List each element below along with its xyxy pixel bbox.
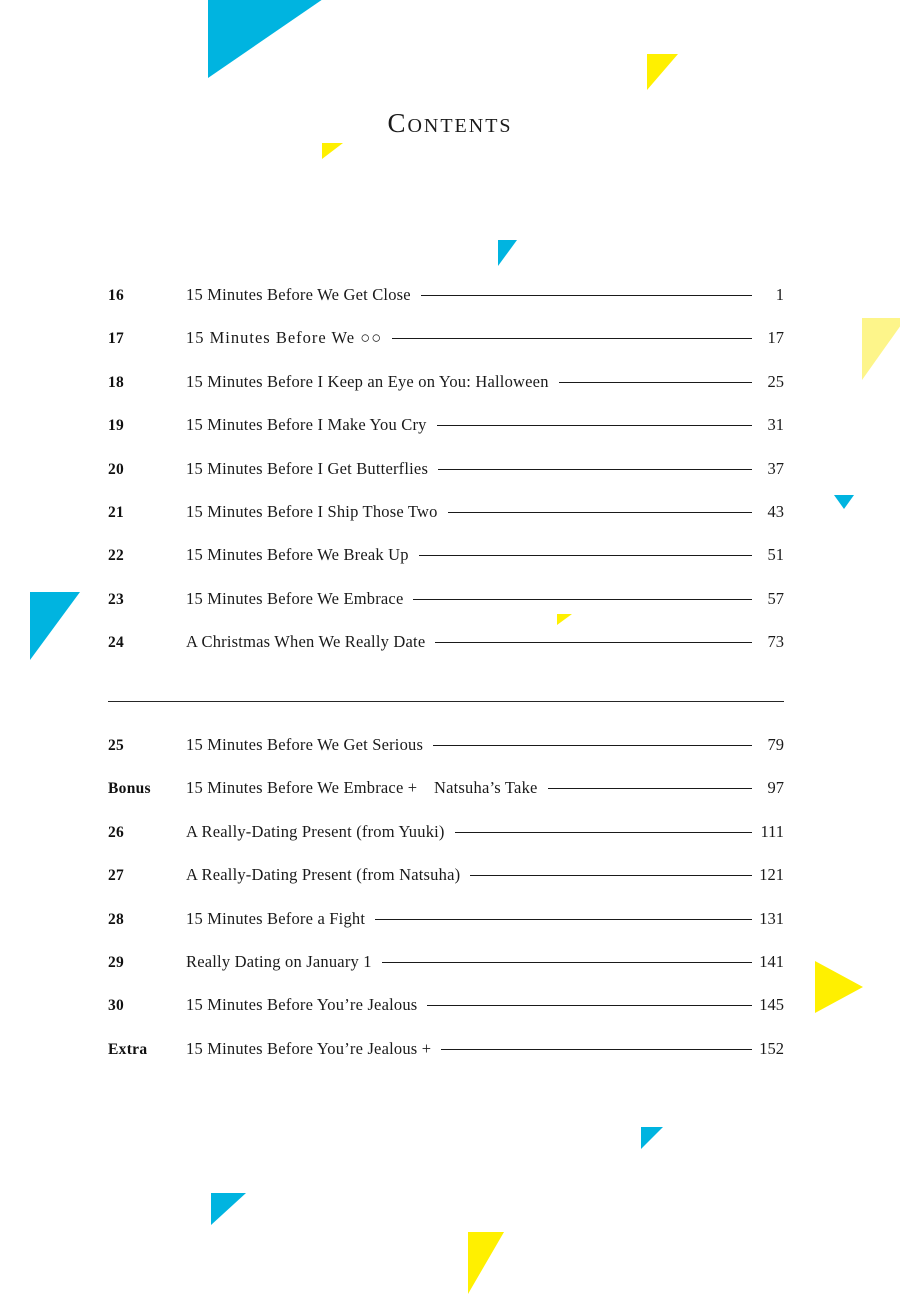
list-item[interactable]: [108, 328, 784, 371]
list-item[interactable]: [108, 415, 784, 458]
toc-entry-number: 24: [108, 634, 125, 652]
toc-entry-title: 15 Minutes Before We ○○: [186, 328, 383, 348]
decor-triangle-yellow-title: [322, 143, 343, 159]
toc-entry-title: 15 Minutes Before We Get Serious: [186, 735, 424, 754]
decor-triangle-cyan-top: [208, 0, 342, 78]
toc-entry-title: 15 Minutes Before We Break Up: [186, 545, 409, 565]
list-item[interactable]: [108, 632, 784, 675]
decor-triangle-cyan-left: [30, 592, 80, 660]
toc-leader-line: [455, 832, 752, 833]
list-item[interactable]: [108, 502, 784, 545]
toc-leader-line: [382, 962, 752, 963]
page-title-initial: C: [387, 108, 408, 138]
list-item[interactable]: [108, 285, 784, 328]
toc-leader-line: [392, 338, 752, 339]
toc-entry-page: 145: [759, 995, 784, 1015]
toc-entry-title: A Christmas When We Really Date: [186, 632, 426, 652]
toc-leader-line: [559, 382, 752, 383]
decor-triangle-cyan-right-small: [834, 495, 854, 509]
toc-entry-number: 23: [108, 590, 125, 608]
decor-triangle-yellow-right: [862, 318, 900, 380]
toc-entry-title: A Really-Dating Present (from Yuuki): [186, 821, 445, 841]
decor-triangle-yellow-bottom: [468, 1232, 504, 1294]
toc-leader-line: [435, 642, 752, 643]
toc-entry-title: 15 Minutes Before a Fight: [186, 908, 366, 928]
toc-entry-page: 43: [767, 501, 784, 521]
toc-entry-number: 21: [108, 503, 125, 521]
toc-leader-line: [441, 1049, 752, 1050]
page-title-rest: ONTENTS: [407, 115, 513, 137]
toc-entry-page: 152: [759, 1038, 784, 1058]
toc-entry-page: 79: [767, 735, 784, 754]
list-item[interactable]: [108, 909, 784, 952]
toc-leader-line: [427, 1005, 752, 1006]
toc-entry-page: 97: [767, 778, 784, 798]
toc-leader-line: [375, 919, 752, 920]
decor-triangle-yellow-lowerright: [815, 961, 863, 1013]
toc-entry-page: 111: [760, 821, 784, 841]
list-item[interactable]: [108, 589, 784, 632]
page-title: [0, 108, 900, 139]
toc-entry-page: 121: [759, 865, 784, 885]
toc-entry-number: 18: [108, 373, 125, 391]
toc-entry-title: 15 Minutes Before We Get Close: [186, 285, 411, 304]
toc-entry-page: 51: [767, 545, 784, 565]
toc-entry-page: 17: [767, 328, 784, 348]
toc-entry-number: Bonus: [108, 780, 151, 798]
toc-entry-number: 28: [108, 910, 125, 928]
toc-leader-line: [448, 512, 752, 513]
toc-entry-number: 17: [108, 330, 125, 348]
list-item[interactable]: [108, 952, 784, 995]
toc-entry-title: 15 Minutes Before You’re Jealous: [186, 995, 418, 1015]
toc-entry-number: 20: [108, 460, 125, 478]
decor-triangle-cyan-bottomleft: [211, 1193, 246, 1225]
toc-leader-line: [437, 425, 752, 426]
list-item[interactable]: [108, 545, 784, 588]
toc-entry-number: 25: [108, 737, 125, 754]
list-item[interactable]: [108, 459, 784, 502]
list-item[interactable]: [108, 735, 784, 778]
toc-leader-line: [438, 469, 752, 470]
toc-entry-title: 15 Minutes Before I Keep an Eye on You: Halloween: [186, 371, 549, 391]
decor-triangle-cyan-upper: [498, 240, 517, 266]
toc-entry-title: 15 Minutes Before We Embrace + Natsuha’s Take: [186, 778, 538, 798]
toc-entry-page: 25: [767, 371, 784, 391]
list-item[interactable]: [108, 778, 784, 821]
toc-entry-number: 26: [108, 823, 125, 841]
toc-entry-title: 15 Minutes Before You’re Jealous +: [186, 1038, 432, 1058]
list-item[interactable]: [108, 822, 784, 865]
toc-entry-page: 73: [767, 632, 784, 652]
toc-entry-title: Really Dating on January 1: [186, 951, 372, 971]
decor-triangle-cyan-bottom: [641, 1127, 663, 1149]
toc-entry-title: 15 Minutes Before I Get Butterflies: [186, 458, 429, 478]
list-item[interactable]: [108, 1039, 784, 1082]
toc-entry-title: 15 Minutes Before We Embrace: [186, 588, 404, 608]
toc-entry-page: 31: [767, 415, 784, 435]
toc-section-one: [108, 285, 784, 676]
toc-leader-line: [470, 875, 752, 876]
decor-triangle-yellow-topright: [647, 54, 678, 90]
list-item[interactable]: [108, 865, 784, 908]
toc-entry-title: 15 Minutes Before I Make You Cry: [186, 415, 427, 435]
toc-entry-number: 29: [108, 953, 125, 971]
list-item[interactable]: [108, 995, 784, 1038]
toc-entry-number: 30: [108, 997, 125, 1015]
toc-section-two: [108, 735, 784, 1082]
toc-entry-number: 19: [108, 417, 125, 435]
section-divider: [108, 701, 784, 702]
toc-entry-number: 27: [108, 867, 125, 885]
toc-entry-page: 141: [759, 951, 784, 971]
list-item[interactable]: [108, 372, 784, 415]
toc-entry-title: 15 Minutes Before I Ship Those Two: [186, 501, 438, 521]
toc-leader-line: [548, 788, 752, 789]
toc-entry-title: A Really-Dating Present (from Natsuha): [186, 865, 461, 885]
toc-entry-number: 16: [108, 287, 125, 304]
toc-leader-line: [413, 599, 752, 600]
toc-leader-line: [419, 555, 752, 556]
toc-entry-number: 22: [108, 547, 125, 565]
toc-entry-page: 131: [759, 908, 784, 928]
toc-leader-line: [433, 745, 752, 746]
toc-entry-number: Extra: [108, 1040, 148, 1058]
toc-leader-line: [421, 295, 752, 296]
toc-entry-page: 57: [767, 588, 784, 608]
toc-entry-page: 37: [767, 458, 784, 478]
toc-entry-page: 1: [775, 285, 784, 304]
